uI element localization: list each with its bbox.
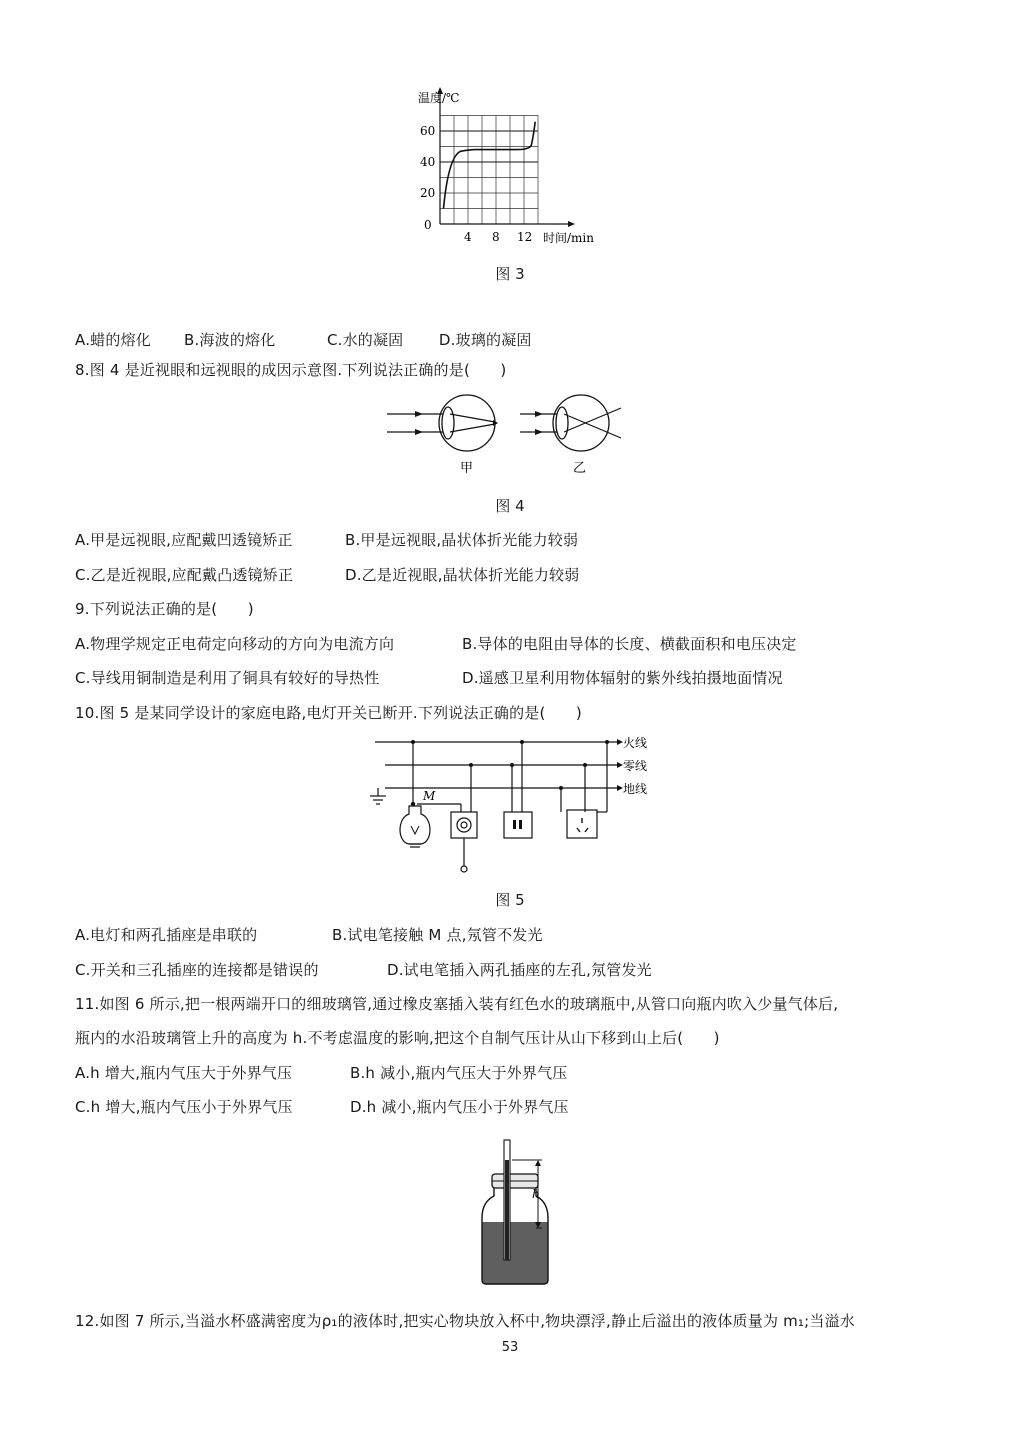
q11-option-a: A.h 增大,瓶内气压大于外界气压 xyxy=(75,1064,293,1082)
eye-jia xyxy=(387,395,498,451)
q9-option-b: B.导体的电阻由导体的长度、横截面积和电压决定 xyxy=(461,635,797,653)
three-hole-socket-icon xyxy=(567,810,597,838)
q7-option-a: A.蜡的熔化 xyxy=(75,331,151,349)
figure-5-caption: 图 5 xyxy=(495,891,525,909)
label-jia: 甲 xyxy=(460,461,474,476)
live-wire-label: 火线 xyxy=(623,736,648,750)
q8-option-b: B.甲是远视眼,晶状体折光能力较弱 xyxy=(344,531,579,549)
q7-option-d: D.玻璃的凝固 xyxy=(438,331,532,349)
q10-option-b: B.试电笔接触 M 点,氖管不发光 xyxy=(331,926,543,944)
q9-options-row2 xyxy=(75,668,783,688)
q8-option-d: D.乙是近视眼,晶状体折光能力较弱 xyxy=(344,566,580,584)
two-hole-socket-icon xyxy=(504,812,532,838)
q12-stem: 12.如图 7 所示,当溢水杯盛满密度为ρ₁的液体时,把实心物块放入杯中,物块漂浮,静止后溢出的液体质量为 m₁;当溢水 xyxy=(75,1312,855,1330)
q7-option-b: B.海波的熔化 xyxy=(183,331,276,349)
figure-4-caption: 图 4 xyxy=(495,497,525,515)
q11-option-c: C.h 增大,瓶内气压小于外界气压 xyxy=(75,1098,293,1116)
x-tick-label: 8 xyxy=(492,230,500,244)
y-tick-label: 60 xyxy=(420,124,436,138)
point-m-label: M xyxy=(423,789,436,803)
neutral-wire-label: 零线 xyxy=(623,759,648,773)
q10-option-d: D.试电笔插入两孔插座的左孔,氖管发光 xyxy=(386,961,652,979)
q10-options-row1 xyxy=(75,925,543,945)
q8-options-row2 xyxy=(75,565,579,585)
q7-option-c: C.水的凝固 xyxy=(326,331,404,349)
q7-options xyxy=(75,330,532,350)
q9-stem: 9.下列说法正确的是( ) xyxy=(75,600,254,618)
q9-option-c: C.导线用铜制造是利用了铜具有较好的导热性 xyxy=(75,669,380,687)
q8-option-a: A.甲是远视眼,应配戴凹透镜矫正 xyxy=(75,531,293,549)
q8-stem: 8.图 4 是近视眼和远视眼的成因示意图.下列说法正确的是( ) xyxy=(75,361,507,379)
figure-3-chart xyxy=(400,82,620,252)
eye-yi xyxy=(520,395,621,451)
figure-4-eye-diagram xyxy=(385,390,635,480)
q11-stem-line2: 瓶内的水沿玻璃管上升的高度为 h.不考虑温度的影响,把这个自制气压计从山下移到山上后( ) xyxy=(75,1029,720,1047)
figure-6-barometer-bottle xyxy=(470,1138,570,1290)
x-axis-label: 时间/min xyxy=(543,231,594,245)
temperature-curve xyxy=(444,122,536,209)
label-yi: 乙 xyxy=(573,461,587,476)
x-tick-label: 12 xyxy=(517,230,533,244)
chart-grid xyxy=(440,116,538,225)
figure-3-caption: 图 3 xyxy=(495,265,525,283)
lamp-icon xyxy=(400,806,430,847)
switch-icon xyxy=(451,812,477,838)
q9-option-a: A.物理学规定正电荷定向移动的方向为电流方向 xyxy=(75,635,395,653)
q10-options-row2 xyxy=(75,960,652,980)
q10-option-a: A.电灯和两孔插座是串联的 xyxy=(75,926,258,944)
y-tick-label: 20 xyxy=(420,186,436,200)
y-axis-label: 温度/℃ xyxy=(418,91,460,105)
q8-option-c: C.乙是近视眼,应配戴凸透镜矫正 xyxy=(75,566,294,584)
q10-option-c: C.开关和三孔插座的连接都是错误的 xyxy=(75,961,319,979)
q10-stem: 10.图 5 是某同学设计的家庭电路,电灯开关已断开.下列说法正确的是( ) xyxy=(75,704,582,722)
figure-5-circuit xyxy=(365,730,665,880)
x-axis-arrow xyxy=(568,221,575,227)
q11-options-row1 xyxy=(75,1063,567,1083)
page-number: 53 xyxy=(501,1340,519,1355)
height-h-label: h xyxy=(532,1187,540,1201)
origin-label: 0 xyxy=(424,218,432,232)
q11-option-d: D.h 减小,瓶内气压小于外界气压 xyxy=(349,1098,569,1116)
x-tick-label: 4 xyxy=(464,230,472,244)
ground-wire-label: 地线 xyxy=(623,782,648,796)
q8-options-row1 xyxy=(75,530,578,550)
q11-stem-line1: 11.如图 6 所示,把一根两端开口的细玻璃管,通过橡皮塞插入装有红色水的玻璃瓶中,从管口向瓶内吹入少量气体后, xyxy=(75,995,839,1013)
q9-options-row1 xyxy=(75,634,797,654)
chart-axes xyxy=(437,87,575,227)
q9-option-d: D.遥感卫星利用物体辐射的紫外线拍摄地面情况 xyxy=(461,669,783,687)
q11-option-b: B.h 减小,瓶内气压大于外界气压 xyxy=(349,1064,568,1082)
y-tick-label: 40 xyxy=(420,155,436,169)
q11-options-row2 xyxy=(75,1097,569,1117)
